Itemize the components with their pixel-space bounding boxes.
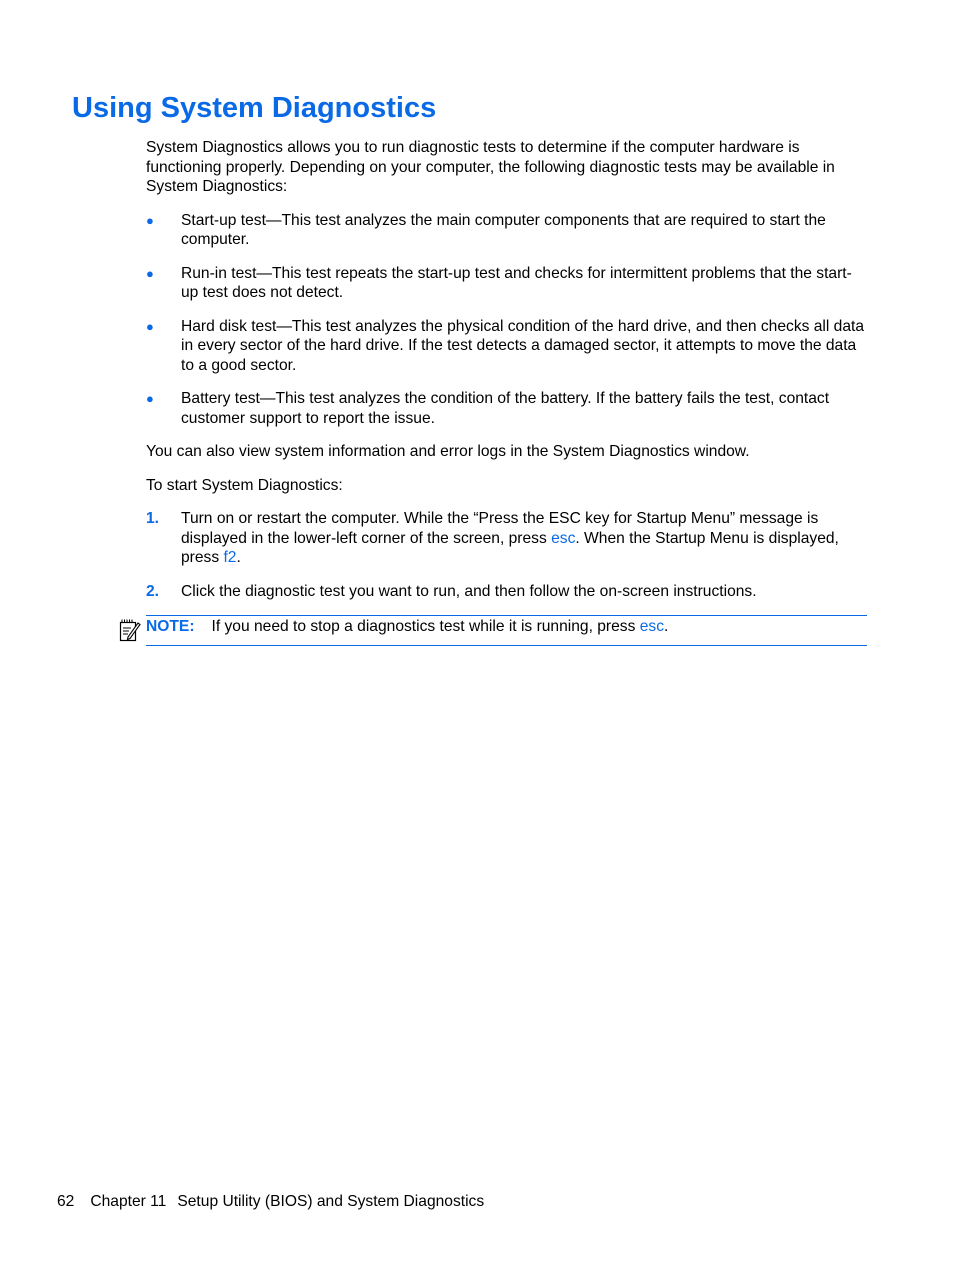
step-text: Click the diagnostic test you want to run, and then follow the on-screen instructions. bbox=[181, 582, 757, 600]
bullet-icon: ● bbox=[146, 391, 154, 406]
bullet-icon: ● bbox=[146, 318, 154, 334]
diagnostic-tests-list bbox=[146, 211, 867, 429]
step-item bbox=[146, 509, 867, 568]
intro-paragraph: System Diagnostics allows you to run diagnostic tests to determine if the computer hardware is functioning properly. Depending on your computer, the following diagnostic tests may be available in System Diagnostics: bbox=[146, 139, 835, 195]
bullet-icon: ● bbox=[146, 265, 154, 281]
list-item-text: Run-in test—This test repeats the start-up test and checks for intermittent problems that the start-up test does not detect. bbox=[181, 264, 852, 301]
key-esc: esc bbox=[639, 618, 664, 635]
bullet-icon: ● bbox=[146, 212, 154, 228]
step-item bbox=[146, 582, 867, 602]
key-esc: esc bbox=[551, 529, 576, 547]
step-text: . bbox=[236, 549, 241, 566]
note-end: . bbox=[664, 618, 669, 635]
note-pad-icon bbox=[119, 618, 141, 642]
chapter-label: Chapter 11 bbox=[90, 1193, 167, 1210]
to-start-paragraph: To start System Diagnostics: bbox=[146, 476, 343, 494]
step-number: 1. bbox=[146, 510, 160, 527]
list-item-text: Hard disk test—This test analyzes the physical condition of the hard drive, and then checks all data in every sector of the hard drive. If the test detects a damaged sector, it attempts to move the data to a good sector. bbox=[181, 317, 865, 374]
page-number: 62 bbox=[57, 1193, 75, 1210]
list-item bbox=[146, 211, 867, 250]
list-item-text: Battery test—This test analyzes the condition of the battery. If the battery fails the test, contact customer support to report the issue. bbox=[181, 390, 830, 427]
chapter-title: Setup Utility (BIOS) and System Diagnostics bbox=[177, 1193, 485, 1210]
step-text: Turn on or restart the computer. While the “Press the ESC key for Startup Menu” message is displayed in the lower-left corner of the screen, press bbox=[181, 510, 819, 547]
note-text: If you need to stop a diagnostics test while it is running, press bbox=[211, 618, 640, 635]
note-box bbox=[146, 615, 867, 646]
step-text: . When the Startup Menu is displayed, press bbox=[181, 529, 839, 566]
list-item-text: Start-up test—This test analyzes the main computer components that are required to start the computer. bbox=[181, 211, 826, 248]
steps-list bbox=[146, 509, 867, 601]
note-label: NOTE: bbox=[146, 618, 195, 635]
also-view-paragraph: You can also view system information and error logs in the System Diagnostics window. bbox=[146, 443, 750, 460]
main-content bbox=[146, 138, 867, 615]
page-title: Using System Diagnostics bbox=[72, 92, 437, 124]
key-f2: f2 bbox=[223, 549, 237, 566]
list-item bbox=[146, 389, 867, 428]
list-item bbox=[146, 317, 867, 376]
list-item bbox=[146, 264, 867, 303]
page-footer bbox=[57, 1192, 500, 1211]
step-number: 2. bbox=[146, 582, 160, 600]
